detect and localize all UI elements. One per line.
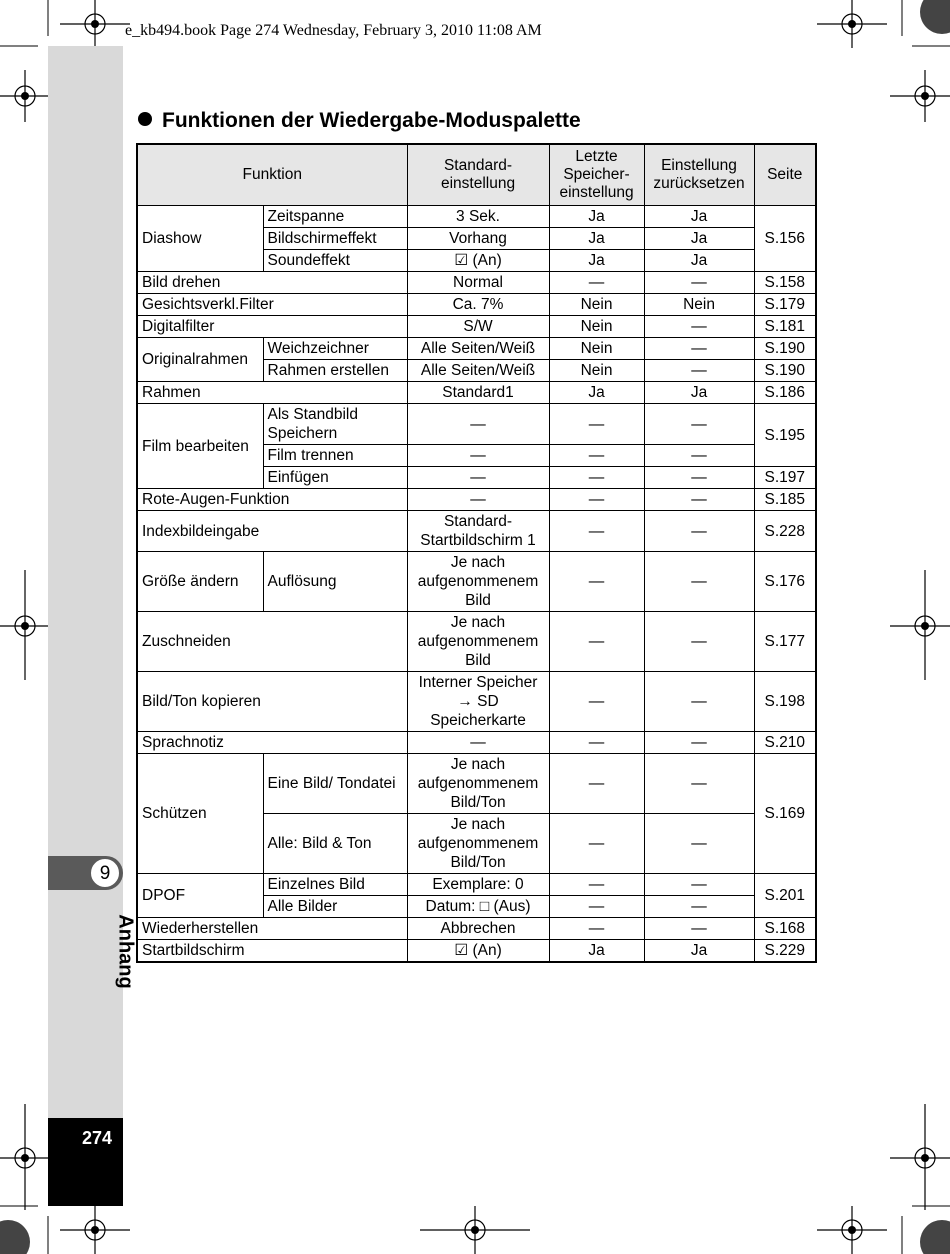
cell-reset: — bbox=[644, 612, 754, 672]
cell-page: S.168 bbox=[754, 918, 816, 940]
row-sublabel: Auflösung bbox=[263, 552, 407, 612]
cell-page: S.210 bbox=[754, 732, 816, 754]
cell-memory: Ja bbox=[549, 382, 644, 404]
cell-memory: — bbox=[549, 896, 644, 918]
row-sublabel: Alle: Bild & Ton bbox=[263, 814, 407, 874]
row-sublabel: Alle Bilder bbox=[263, 896, 407, 918]
row-label: Bild/Ton kopieren bbox=[137, 672, 407, 732]
table-row bbox=[137, 754, 816, 814]
cell-reset: — bbox=[644, 360, 754, 382]
cell-default: 3 Sek. bbox=[407, 206, 549, 228]
cell-reset: — bbox=[644, 732, 754, 754]
cell-memory: — bbox=[549, 552, 644, 612]
cell-memory: Ja bbox=[549, 940, 644, 963]
header-last-memory: Letzte Speicher-einstellung bbox=[549, 144, 644, 206]
table-row bbox=[137, 316, 816, 338]
cell-default: Vorhang bbox=[407, 228, 549, 250]
cell-reset: — bbox=[644, 511, 754, 552]
bullet-icon bbox=[138, 112, 152, 126]
settings-table bbox=[136, 143, 817, 963]
section-title bbox=[138, 109, 581, 133]
row-label: Schützen bbox=[137, 754, 263, 874]
header-reset: Einstellung zurücksetzen bbox=[644, 144, 754, 206]
cell-page: S.186 bbox=[754, 382, 816, 404]
cell-reset: Ja bbox=[644, 206, 754, 228]
row-label: Größe ändern bbox=[137, 552, 263, 612]
cell-page: S.198 bbox=[754, 672, 816, 732]
cell-default: Ca. 7% bbox=[407, 294, 549, 316]
cell-memory: — bbox=[549, 489, 644, 511]
cell-page: S.229 bbox=[754, 940, 816, 963]
cell-default: — bbox=[407, 467, 549, 489]
cell-reset: — bbox=[644, 272, 754, 294]
cell-default: Alle Seiten/Weiß bbox=[407, 338, 549, 360]
cell-memory: — bbox=[549, 612, 644, 672]
cell-page: S.195 bbox=[754, 404, 816, 467]
table-row bbox=[137, 382, 816, 404]
cell-reset: — bbox=[644, 404, 754, 445]
cell-reset: Ja bbox=[644, 382, 754, 404]
table-row bbox=[137, 552, 816, 612]
table-header-row bbox=[137, 144, 816, 206]
file-info-header: e_kb494.book Page 274 Wednesday, February 3, 2010 11:08 AM bbox=[125, 22, 542, 39]
cell-page: S.181 bbox=[754, 316, 816, 338]
cell-default: Je nach aufgenommenem Bild bbox=[407, 612, 549, 672]
cell-default: Exemplare: 0 bbox=[407, 874, 549, 896]
table-row bbox=[137, 732, 816, 754]
cell-reset: — bbox=[644, 896, 754, 918]
cell-default: — bbox=[407, 404, 549, 445]
cell-default: Datum: □ (Aus) bbox=[407, 896, 549, 918]
table-row bbox=[137, 272, 816, 294]
row-sublabel: Soundeffekt bbox=[263, 250, 407, 272]
row-label: Bild drehen bbox=[137, 272, 407, 294]
chapter-name: Anhang bbox=[114, 914, 137, 989]
cell-reset: — bbox=[644, 489, 754, 511]
cell-reset: — bbox=[644, 316, 754, 338]
cell-default: Alle Seiten/Weiß bbox=[407, 360, 549, 382]
cell-page: S.190 bbox=[754, 360, 816, 382]
cell-page: S.228 bbox=[754, 511, 816, 552]
cell-default: ☑ (An) bbox=[407, 940, 549, 963]
cell-reset: — bbox=[644, 338, 754, 360]
row-sublabel: Zeitspanne bbox=[263, 206, 407, 228]
table-row bbox=[137, 294, 816, 316]
cell-default: S/W bbox=[407, 316, 549, 338]
cell-default: — bbox=[407, 445, 549, 467]
row-label: Rahmen bbox=[137, 382, 407, 404]
section-title-text: Funktionen der Wiedergabe-Moduspalette bbox=[162, 109, 581, 132]
header-function: Funktion bbox=[137, 144, 407, 206]
row-label: Startbildschirm bbox=[137, 940, 407, 963]
cell-page: S.179 bbox=[754, 294, 816, 316]
cell-reset: Ja bbox=[644, 250, 754, 272]
chapter-number: 9 bbox=[90, 858, 120, 888]
cell-reset: Nein bbox=[644, 294, 754, 316]
cell-page: S.190 bbox=[754, 338, 816, 360]
cell-page: S.185 bbox=[754, 489, 816, 511]
cell-reset: — bbox=[644, 754, 754, 814]
row-sublabel: Eine Bild/ Tondatei bbox=[263, 754, 407, 814]
cell-memory: — bbox=[549, 918, 644, 940]
cell-memory: Ja bbox=[549, 250, 644, 272]
row-label: Indexbildeingabe bbox=[137, 511, 407, 552]
table-row bbox=[137, 404, 816, 445]
cell-default: — bbox=[407, 489, 549, 511]
cell-reset: — bbox=[644, 918, 754, 940]
row-sublabel: Film trennen bbox=[263, 445, 407, 467]
cell-page: S.201 bbox=[754, 874, 816, 918]
table-row bbox=[137, 874, 816, 896]
row-label: DPOF bbox=[137, 874, 263, 918]
page-number: 274 bbox=[82, 1128, 113, 1148]
row-label: Diashow bbox=[137, 206, 263, 272]
cell-reset: Ja bbox=[644, 940, 754, 963]
row-label: Wiederherstellen bbox=[137, 918, 407, 940]
cell-page: S.176 bbox=[754, 552, 816, 612]
table-row bbox=[137, 511, 816, 552]
cell-default: Standard1 bbox=[407, 382, 549, 404]
row-sublabel: Bildschirmeffekt bbox=[263, 228, 407, 250]
row-label: Film bearbeiten bbox=[137, 404, 263, 489]
cell-reset: — bbox=[644, 445, 754, 467]
cell-memory: — bbox=[549, 874, 644, 896]
table-row bbox=[137, 206, 816, 228]
row-label: Zuschneiden bbox=[137, 612, 407, 672]
cell-default: Abbrechen bbox=[407, 918, 549, 940]
cell-reset: — bbox=[644, 874, 754, 896]
row-sublabel: Weichzeichner bbox=[263, 338, 407, 360]
cell-memory: — bbox=[549, 732, 644, 754]
cell-default: Je nach aufgenommenem Bild/Ton bbox=[407, 814, 549, 874]
header-default: Standard-einstellung bbox=[407, 144, 549, 206]
cell-reset: — bbox=[644, 814, 754, 874]
cell-memory: Ja bbox=[549, 206, 644, 228]
table-row bbox=[137, 338, 816, 360]
cell-default: Interner Speicher → SD Speicherkarte bbox=[407, 672, 549, 732]
cell-memory: Nein bbox=[549, 360, 644, 382]
cell-memory: Ja bbox=[549, 228, 644, 250]
row-sublabel: Rahmen erstellen bbox=[263, 360, 407, 382]
row-sublabel: Einzelnes Bild bbox=[263, 874, 407, 896]
cell-memory: — bbox=[549, 467, 644, 489]
cell-memory: — bbox=[549, 272, 644, 294]
row-label: Sprachnotiz bbox=[137, 732, 407, 754]
cell-reset: — bbox=[644, 552, 754, 612]
header-page: Seite bbox=[754, 144, 816, 206]
cell-memory: — bbox=[549, 814, 644, 874]
cell-memory: Nein bbox=[549, 294, 644, 316]
cell-memory: — bbox=[549, 445, 644, 467]
cell-default: — bbox=[407, 732, 549, 754]
row-label: Originalrahmen bbox=[137, 338, 263, 382]
row-label: Gesichtsverkl.Filter bbox=[137, 294, 407, 316]
cell-page: S.156 bbox=[754, 206, 816, 272]
sidebar bbox=[48, 46, 123, 1206]
cell-page: S.158 bbox=[754, 272, 816, 294]
cell-default: Standard-Startbildschirm 1 bbox=[407, 511, 549, 552]
cell-page: S.197 bbox=[754, 467, 816, 489]
row-label: Rote-Augen-Funktion bbox=[137, 489, 407, 511]
cell-reset: — bbox=[644, 467, 754, 489]
cell-memory: Nein bbox=[549, 316, 644, 338]
cell-memory: — bbox=[549, 511, 644, 552]
cell-default: ☑ (An) bbox=[407, 250, 549, 272]
cell-default: Normal bbox=[407, 272, 549, 294]
table-row bbox=[137, 940, 816, 963]
row-sublabel: Als Standbild Speichern bbox=[263, 404, 407, 445]
table-row bbox=[137, 489, 816, 511]
cell-page: S.177 bbox=[754, 612, 816, 672]
table-row bbox=[137, 672, 816, 732]
cell-memory: — bbox=[549, 672, 644, 732]
cell-memory: — bbox=[549, 754, 644, 814]
cell-reset: Ja bbox=[644, 228, 754, 250]
table-row bbox=[137, 918, 816, 940]
table-row bbox=[137, 612, 816, 672]
cell-memory: — bbox=[549, 404, 644, 445]
cell-reset: — bbox=[644, 672, 754, 732]
row-label: Digitalfilter bbox=[137, 316, 407, 338]
cell-page: S.169 bbox=[754, 754, 816, 874]
row-sublabel: Einfügen bbox=[263, 467, 407, 489]
cell-default: Je nach aufgenommenem Bild bbox=[407, 552, 549, 612]
cell-default: Je nach aufgenommenem Bild/Ton bbox=[407, 754, 549, 814]
cell-memory: Nein bbox=[549, 338, 644, 360]
